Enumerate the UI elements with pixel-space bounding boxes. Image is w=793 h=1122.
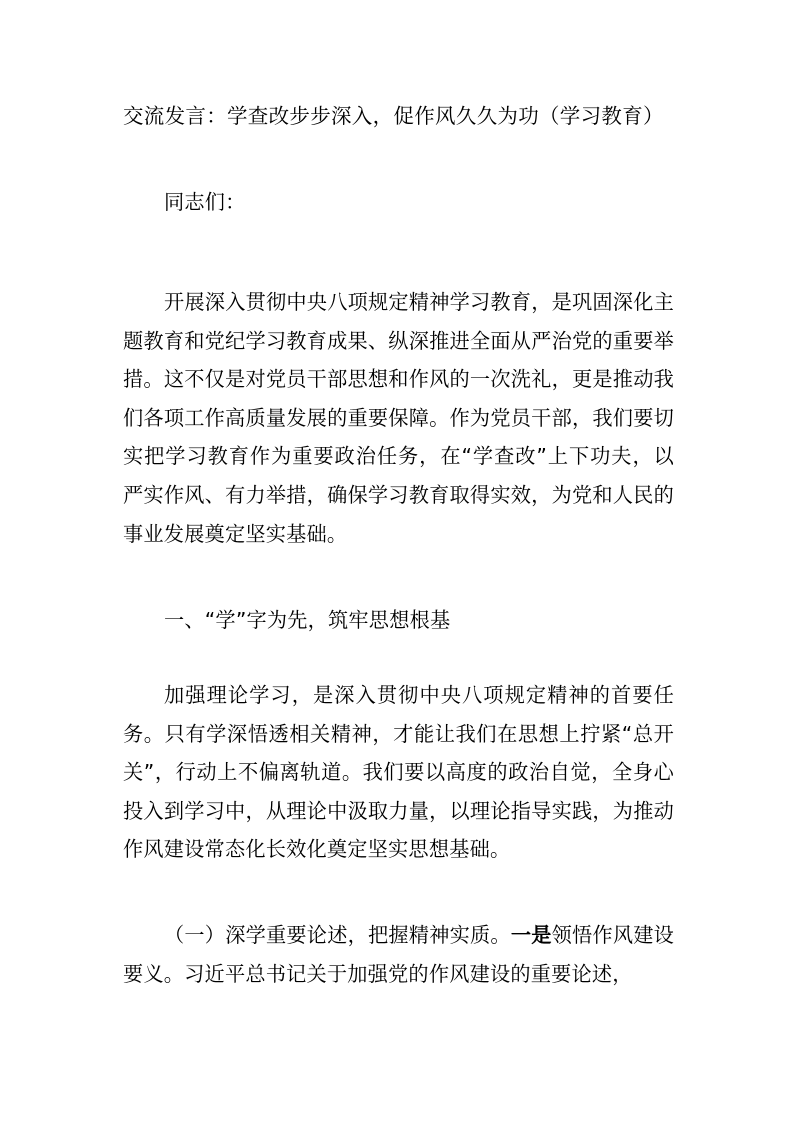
subsection-1-paragraph bbox=[123, 916, 674, 993]
subsection-1-point-label: 一是 bbox=[510, 923, 552, 947]
subsection-1-lead: （一）深学重要论述，把握精神实质。 bbox=[164, 923, 511, 947]
document-title: 交流发言：学查改步步深入，促作风久久为功（学习教育） bbox=[123, 104, 664, 128]
section-1-paragraph: 加强理论学习，是深入贯彻中央八项规定精神的首要任务。只有学深悟透相关精神，才能让我们在思想上拧紧“总开关”，行动上不偏离轨道。我们要以高度的政治自觉，全身心投入到学习中，从理论中汲取力量，以理论指导实践，为推动作风建设常态化长效化奠定坚实思想基础。 bbox=[123, 683, 674, 862]
section-heading-1: 一、“学”字为先，筑牢思想根基 bbox=[164, 608, 451, 632]
intro-paragraph: 开展深入贯彻中央八项规定精神学习教育，是巩固深化主题教育和党纪学习教育成果、纵深推进全面从严治党的重要举措。这不仅是对党员干部思想和作风的一次洗礼，更是推动我们各项工作高质量发展的重要保障。作为党员干部，我们要切实把学习教育作为重要政治任务，在“学查改”上下功夫，以严实作风、有力举措，确保学习教育取得实效，为党和人民的事业发展奠定坚实基础。 bbox=[123, 290, 674, 546]
salutation: 同志们： bbox=[164, 190, 246, 214]
subsection-1-point-text: 领悟作风建设要义。习近平总书记关于加强党的作风建设的重要论述， bbox=[123, 923, 675, 986]
